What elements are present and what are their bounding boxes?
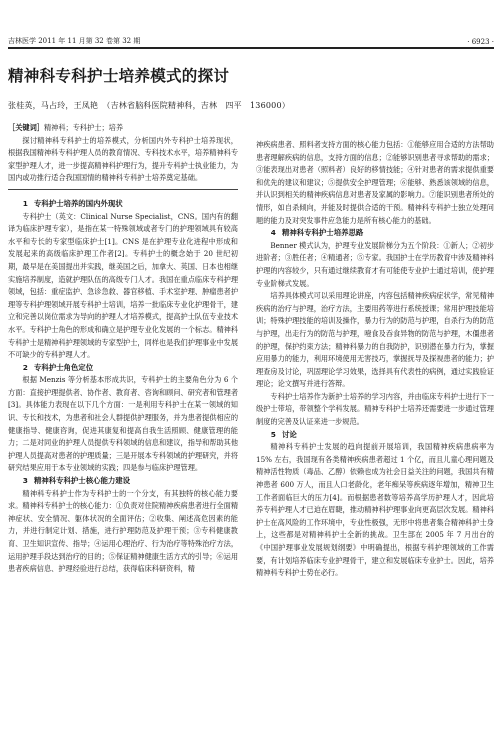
section-number: 5 <box>270 429 276 439</box>
body-paragraph: 培养具体模式可以采用理论讲座，内容包括精神疾病症状学，常见精神疾病的治疗与护理，治疗方法，主要用药等进行系统授课；常用护理技能培训；特殊护理技能的培训及操作，暴力行为的防范与护理，自杀行为的防范与护理，出走行为的防范与护理，噎食及吞食异物的防范与护理，木僵患者的护理，保护约束方法；精神科暴力的自我防护，识别潜在暴力行为，掌握应用暴力的能力，利用环境使用无害技巧，掌握抚导及探视患者的能力；护理查房及讨论，巩固理论学习效果，选择具有代表性的病例，通过实践验证理论；论文撰写并进行答辩。 <box>256 291 494 389</box>
section-title: 专科护士角色定位 <box>33 362 94 372</box>
section-number: 3 <box>22 476 28 486</box>
section-title: 讨论 <box>281 429 297 439</box>
section-number: 1 <box>22 198 28 208</box>
page-number: · 6923 · <box>467 38 494 46</box>
section-heading <box>8 198 238 211</box>
section-heading <box>256 429 494 442</box>
body-paragraph: 专科护士（英文：Clinical Nurse Specialist，CNS。国内有的翻译为临床护理专家），是指在某一特殊领域或者专门的护理领域具有较高水平和专长的专家型临床护士[1]。CNS 是在护理专业化进程中形成和发展起来的高级临床护理工作者[2]。专科护士的概念始于 20 世纪初期，最早是在美国提出并实践，继美国之后，加拿大、英国、日本也相继实施培养制度，造就护理队伍的高级专门人才。我国在重点临床专科护理领域，包括：重症监护、急诊急救、器官移植、手术室护理、肿瘤患者护理等专科护理领域开展专科护士培训，培养一批临床专业化护理骨干，建立和完善以岗位需求为导向的护理人才培养模式，提高护士队伍专业技术水平。专科护士角色的形成和确立是护理专业化发展的一个标志。精神科专科护士是精神科护理领域的专家型护士，同样也是我们护理事业中发展不可缺少的专科护理人才。 <box>8 211 239 360</box>
section-title: 专科护士培养的国内外现状 <box>33 198 123 208</box>
section-heading <box>8 362 238 375</box>
journal-citation: 吉林医学 2011 年 11 月第 32 卷第 32 期 <box>8 37 141 45</box>
body-paragraph: 精神科专科护士发展的趋向提前开展培训，我国精神疾病患病率为 15% 左右，我国现有各类精神疾病患者超过 1 个亿，而且儿童心理问题及精神活性物质（毒品、乙醇）依赖也成为社会日益关注的问题，我国共有精神患者 600 万人，而且人口老龄化，老年痴呆等疾病逐年增加，精神卫生工作者面临巨大的压力[4]。而根据患者数等培养高学历护理人才，因此培养专科护理人才已迫在眉睫，推动精神科护理事业向更高层次发展。精神科护士在高风险的工作环境中，专业性极强，无形中将患者集合精神科护士身上，这些都是对精神科护士全新的挑战。卫生部在 2005 年 7 月出台的《中国护理事业发展规划纲要》中明确提出，根据专科护理领域的工作需要，有计划培养临床专业护理骨干，建立和发展临床专业护士。因此，培养精神科专科护士势在必行。 <box>256 442 494 578</box>
author-affiliation: 张桂英，马占玲，王凤艳 （吉林省脑科医院精神科，吉林 四平 136000） <box>8 101 290 110</box>
section-number: 4 <box>270 228 276 238</box>
keywords-line <box>8 122 238 135</box>
body-paragraph: 专科护士培养作为新护士培养的学习内容，并由临床专科护士进行下一级护士带培，带领整个学科发展。精神专科护士培养还需要进一步通过管理制度的完善及认证来进一步规范。 <box>256 391 494 427</box>
running-header <box>8 32 494 49</box>
article-title: 精神科专科护士培养模式的探讨 <box>8 67 230 85</box>
abstract-divider <box>8 189 238 190</box>
body-paragraph: Benner 模式认为，护理专业发展阶梯分为五个阶段：①新人；②初步进阶者；③胜任者；④精通者；⑤专家。我国护士在学历教育中涉及精神科护理的内容较少，只有通过继续教育才有可能使专业护士通过培训，使护理专业阶梯式发展。 <box>256 240 494 288</box>
body-paragraph: 神疾病患者、照料者支持方面的核心能力包括：①能够应用合适的方法帮助患者理解疾病的信息，支持方面的信息；②能够识别患者寻求帮助的需求；③能表现出对患者（照料者）良好的移情技能；④针对患者的需求提供重要和优先的建议和建议；⑤提供安全护理管理；⑥能够、熟悉该领域的信息，并认识到相关的精神疾病信息对患者及家属的影响力。⑦能识别患者所处的情形，如自杀倾向，并能及时提供合适的干预。精神科专科护士独立处理问题的能力及对突发事件应急能力是所有核心能力的基础。 <box>256 140 494 225</box>
body-paragraph: 精神科专科护士作为专科护士的一个分支，有其独特的核心能力要求。精神科专科护士的核心能力：①负责对住院精神疾病患者进行全面精神症状、安全情况、躯体状况的全面评估；②收集、阐述高危因素的能力，并进行制定计划、措施，进行护理防范及护理干预；③专科健康教育、卫生知识宣传、指导；④运用心理治疗、行为治疗等特殊治疗方法，运用护理手段达到治疗的目的；⑤保证精神健康生活方式的引导；⑥运用患者疾病信息、护理经验进行总结，获得临床科研资料，精 <box>8 488 239 574</box>
section-number: 2 <box>22 362 28 372</box>
section-title: 精神科专科护士核心能力建设 <box>33 476 131 486</box>
body-paragraph: 根据 Menzis 等分析基本形成共识，专科护士的主要角色分为 6 个方面：直接护理提供者、协作者、教育者、咨询和顾问、研究者和管理者[3]。具体能力表现在以下几个方面：一是利用专科护士在某一领域的知识、专长和技术，为患者和社会人群提供护理服务，并为患者提供相应的健康指导、健康咨询，促进其康复和提高自我生活照顾、健康管理的能力；二是对同业的护理人员提供专科领域的信息和建议，指导和帮助其他护理人员提高对患者的护理质量；三是开展本专科领域的护理研究，并将研究结果应用于本专业领域的实践；四是参与临床护理管理。 <box>8 375 239 473</box>
body-paragraph: 探讨精神科专科护士的培养模式，分析国内外专科护士培养现状，根据我国精神科专科护理人员的教育情况、专科技术水平，培养精神科专家型护理人才，进一步提高精神科护理行为，提升专科护士执业能力，为国内或功推行适合我国国情的精神科专科护士培养奠定基础。 <box>8 135 239 183</box>
keywords-label: ［关键词］ <box>8 123 44 132</box>
section-title: 精神科专科护士培养思路 <box>281 228 364 238</box>
left-column <box>8 122 238 576</box>
section-heading <box>256 227 494 240</box>
right-column <box>256 139 494 580</box>
keywords: 精神科；专科护士；培养 <box>43 123 124 132</box>
section-heading <box>8 475 238 488</box>
